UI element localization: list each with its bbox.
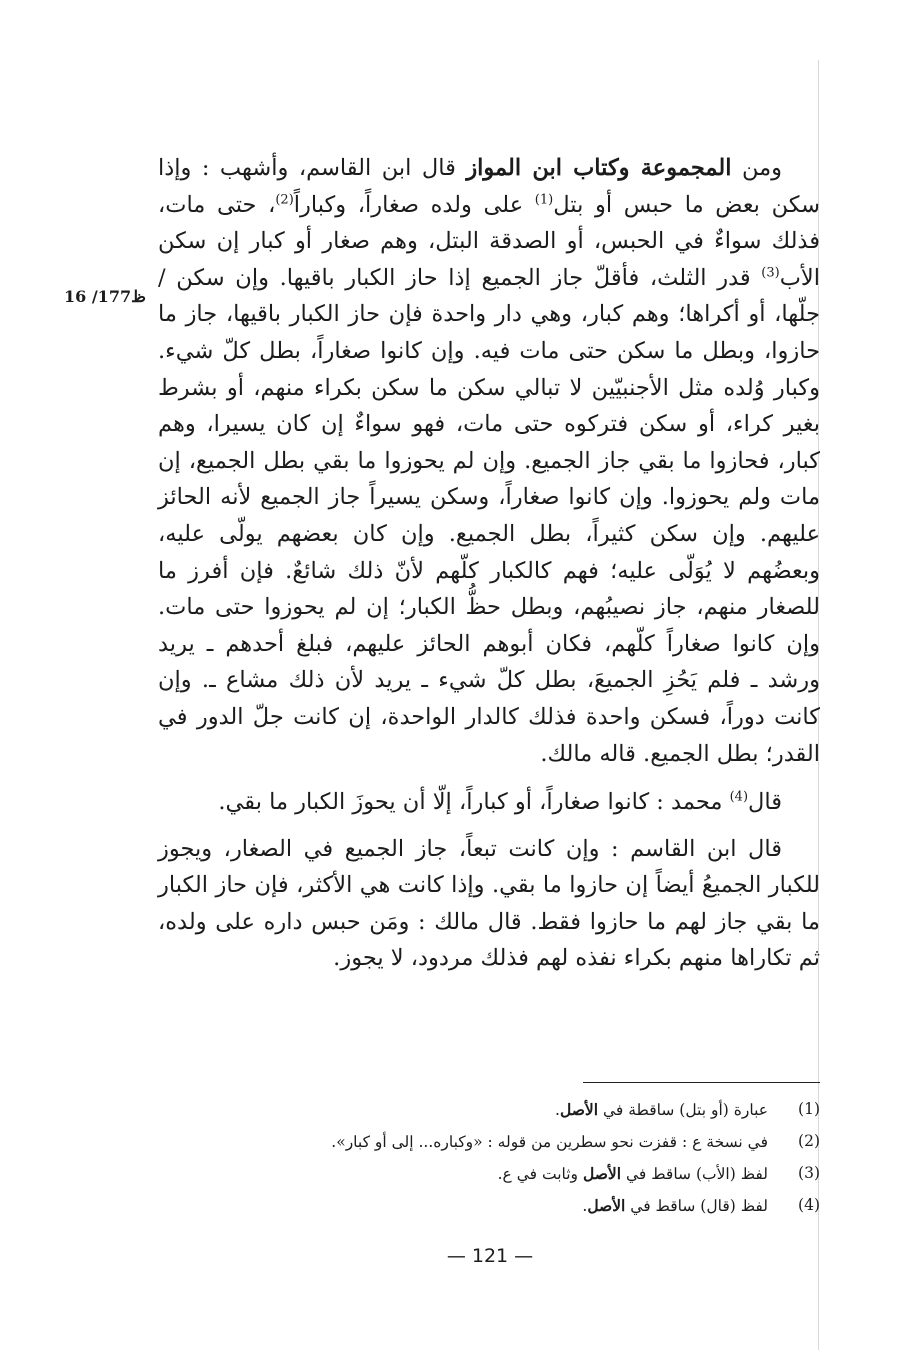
folio-margin-note: 16 /177ظ (64, 287, 146, 306)
footnote-text (240, 1190, 768, 1222)
footnote-ref-4: (4) (729, 789, 749, 805)
footnote-3 (240, 1158, 820, 1190)
p1-segment-3: ، حتى مات، فذلك سواءٌ في الحبس، أو الصدقة البتل، وهم صغار أو كبار إن سكن الأب (158, 191, 820, 291)
source-conjunction: و (618, 155, 641, 181)
footnote-number: (1) (798, 1100, 820, 1118)
footnote-number: (4) (798, 1196, 820, 1214)
p1-segment-2: على ولده صغاراً، وكباراً (293, 191, 535, 218)
footnote-bold-term: الأصل (587, 1196, 626, 1215)
paragraph-1 (158, 150, 820, 772)
paragraph-3: قال ابن القاسم : وإن كانت تبعاً، جاز الجميع في الصغار، ويجوز للكبار الجميعُ أيضاً إن حازوا ما بقي. وإذا كانت هي الأكثر، فإن حاز الكبار ما بقي جاز لهم ما حازوا فقط. قال مالك : ومَن حبس داره على ولده، ثم تكاراها منهم بكراء نفذه لهم فذلك مردود، لا يجوز. (158, 835, 820, 972)
footnote-text-end: . (555, 1101, 560, 1119)
footnote-text (240, 1094, 768, 1126)
p2-segment-b: محمد : كانوا صغاراً، أو كباراً، إلّا أن يحوزَ الكبار ما بقي. (218, 789, 730, 816)
footnote-ref-2: (2) (275, 192, 294, 208)
footnotes (240, 1094, 820, 1222)
p1-intro: ومن (731, 155, 782, 181)
footnote-number: (3) (798, 1164, 820, 1182)
footnote-2 (240, 1126, 820, 1158)
source-majmuaa: المجموعة (640, 155, 732, 181)
main-text-body (158, 150, 820, 977)
footnote-text (240, 1126, 768, 1158)
footnote-ref-3: (3) (761, 265, 780, 281)
footnote-text-main: عبارة (أو بتل) ساقطة في (598, 1101, 768, 1119)
footnote-text-main: في نسخة ع : قفزت نحو سطرين من قوله : «وكباره... إلى أو كبار». (331, 1133, 768, 1151)
footnote-4 (240, 1190, 820, 1222)
footnote-text-main: لفظ (قال) ساقط في (625, 1197, 768, 1215)
source-kitab: كتاب ابن المواز (466, 155, 619, 181)
p2-segment-a: قال (748, 789, 782, 816)
footnote-bold-term: الأصل (582, 1164, 622, 1183)
footnote-bold-term: الأصل (559, 1100, 599, 1119)
footnote-text-end: وثابت في ع. (497, 1165, 583, 1183)
p1-segment-1: قال ابن القاسم، وأشهب : وإذا سكن بعض ما حبس أو بتل (158, 155, 820, 218)
footnote-separator (583, 1082, 820, 1083)
footnote-1 (240, 1094, 820, 1126)
footnote-text-main: لفظ (الأب) ساقط في (621, 1165, 768, 1183)
page-number: — 121 — (446, 1245, 534, 1267)
p1-segment-4: قدر الثلث، فأقلّ جاز الجميع إذا حاز الكبار باقيها. وإن سكن / جلّها، أو أكراها؛ وهم كبار، وهي دار واحدة فإن حاز الكبار باقيها، جاز ما حازوا، وبطل ما سكن حتى مات فيه. وإن كانوا صغاراً، بطل كلّ شيء. وكبار وُلده مثل الأجنبيّين لا تبالي سكن ما سكن بكراء منهم، أو بشرط بغير كراء، أو سكن فتركوه حتى مات، فهو سواءٌ إن كان يسيرا، وهم كبار، فحازوا ما بقي جاز الجميع. وإن لم يحوزوا ما بقي بطل الجميع، إن مات ولم يحوزوا. وإن كانوا صغاراً، وسكن يسيراً جاز الجميع لأنه الحائز عليهم. وإن سكن كثيراً، بطل الجميع. وإن كان بعضهم يولّى عليه، وبعضُهم لا يُوَلّى عليه؛ فهم كالكبار كلّهم لأنّ ذلك شائعٌ. فإن أفرز ما للصغار منهم، جاز نصيبُهم، وبطل حظُّ الكبار؛ إن لم يحوزوا حتى مات. وإن كانوا صغاراً كلّهم، فكان أبوهم الحائز عليهم، فبلغ أحدهم ـ يريد ورشد ـ فلم يَحُزِ الجميعَ، بطل كلّ شيء ـ يريد لأن ذلك مشاع ـ. وإن كانت دوراً، فسكن واحدة فذلك كالدار الواحدة، إن كانت جلّ الدور في القدر؛ بطل الجميع. قاله مالك. (158, 264, 821, 767)
footnote-ref-1: (1) (534, 192, 554, 208)
footnote-text (240, 1158, 768, 1190)
paragraph-2 (158, 784, 820, 821)
footnote-text-end: . (582, 1197, 588, 1215)
footnote-number: (2) (798, 1132, 820, 1150)
